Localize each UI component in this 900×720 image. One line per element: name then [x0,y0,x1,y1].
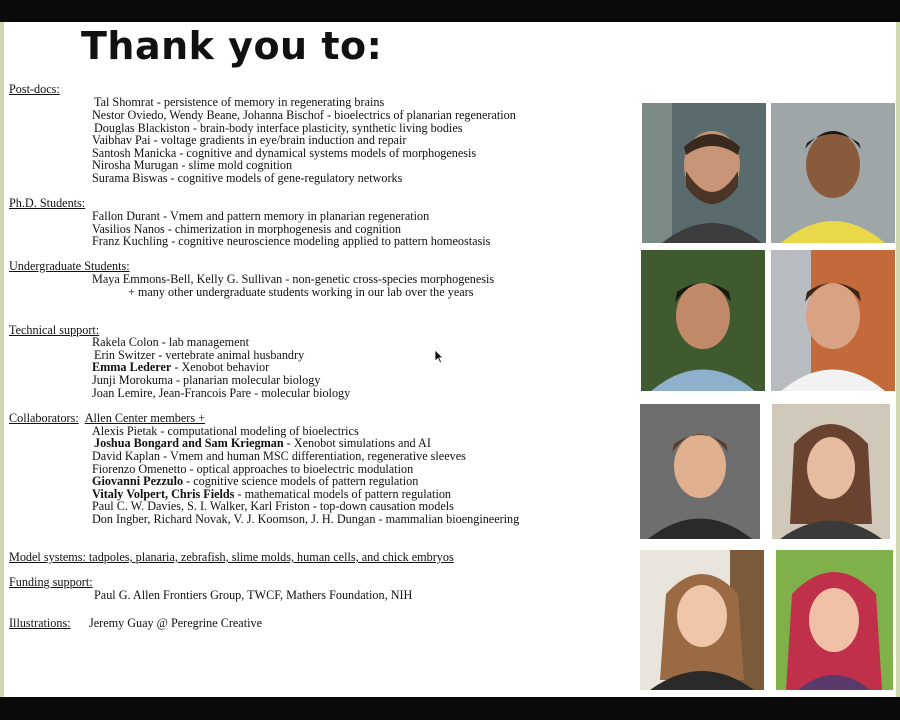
bottom-bar [0,697,900,720]
right-border [896,22,900,697]
portrait-photo [772,404,890,539]
collaborator-name-bold: Giovanni Pezzulo [92,474,184,488]
collaborator-name-bold: Vitaly Volpert, Chris Fields [92,487,235,501]
funding-text: Paul G. Allen Frontiers Group, TWCF, Mathers Foundation, NIH [94,588,413,602]
illustrations-text: Jeremy Guay @ Peregrine Creative [89,616,262,630]
slide-title: Thank you to: [81,24,383,68]
postdoc-line: Surama Biswas - cognitive models of gene-regulatory networks [92,171,403,185]
portrait-photo [640,550,764,690]
phd-line: Vasilios Nanos - chimerization in morphogenesis and cognition [92,222,402,236]
collaborator-desc: - Xenobot simulations and AI [283,436,431,450]
postdoc-line: Vaibhav Pai - voltage gradients in eye/brain induction and repair [92,133,407,147]
phd-line: Franz Kuchling - cognitive neuroscience modeling applied to pattern homeostasis [92,234,491,248]
collaborator-line: Paul C. W. Davies, S. I. Walker, Karl Friston - top-down causation models [92,499,454,513]
top-bar [0,0,900,22]
collaborator-line: Alexis Pietak - computational modeling of bioelectrics [92,424,359,438]
postdoc-line: Nirosha Murugan - slime mold cognition [92,158,293,172]
postdoc-line: Tal Shomrat - persistence of memory in regenerating brains [94,95,385,109]
collaborator-name-bold: Joshua Bongard and Sam Kriegman [94,436,284,450]
postdoc-line: Santosh Manicka - cognitive and dynamical systems models of morphogenesis [92,146,477,160]
portrait-photo [642,103,766,243]
technical-line: Rakela Colon - lab management [92,335,250,349]
postdoc-line: Nestor Oviedo, Wendy Beane, Johanna Bischof - bioelectrics of planarian regeneration [92,108,516,122]
collaborator-line: David Kaplan - Vmem and human MSC differentiation, regenerative sleeves [92,449,466,463]
technical-line [92,361,269,374]
collaborator-line [94,437,431,450]
technical-line: Junji Morokuma - planarian molecular biology [92,373,321,387]
postdocs-label: Post-docs: [9,82,60,96]
mouse-pointer-icon [435,350,445,364]
collaborator-line: Fiorenzo Omenetto - optical approaches to bioelectric modulation [92,462,414,476]
phd-label: Ph.D. Students: [9,196,86,210]
phd-line: Fallon Durant - Vmem and pattern memory in planarian regeneration [92,209,430,223]
undergrad-line: Maya Emmons-Bell, Kelly G. Sullivan - non-genetic cross-species morphogenesis [92,272,495,286]
technical-line: Erin Switzer - vertebrate animal husbandry [94,348,305,362]
collaborators-sub: Allen Center members + [84,411,205,425]
illustrations-label: Illustrations: [9,616,71,630]
undergrad-label: Undergraduate Students: [9,259,130,273]
undergrad-line: + many other undergraduate students working in our lab over the years [128,285,474,299]
left-border [0,22,4,697]
funding-label: Funding support: [9,575,93,589]
technical-line: Joan Lemire, Jean-Francois Pare - molecular biology [92,386,351,400]
portrait-photo [771,103,895,243]
portrait-photo [640,404,760,539]
postdoc-line: Douglas Blackiston - brain-body interface plasticity, synthetic living bodies [94,121,463,135]
collaborators-heading [9,412,205,425]
portrait-photo [776,550,893,690]
collaborator-desc: - cognitive science models of pattern regulation [183,474,419,488]
collaborators-label: Collaborators: [9,411,79,425]
technical-name-bold: Emma Lederer [92,360,172,374]
collaborator-line: Don Ingber, Richard Novak, V. J. Koomson, J. H. Dungan - mammalian bioengineering [92,512,520,526]
technical-label: Technical support: [9,323,100,337]
model-systems-line: Model systems: tadpoles, planaria, zebrafish, slime molds, human cells, and chick embryos [9,550,454,564]
collaborator-desc: - mathematical models of pattern regulation [234,487,452,501]
technical-desc: - Xenobot behavior [171,360,270,374]
portrait-photo [641,250,765,391]
portrait-photo [771,250,895,391]
collaborator-line [92,475,418,488]
